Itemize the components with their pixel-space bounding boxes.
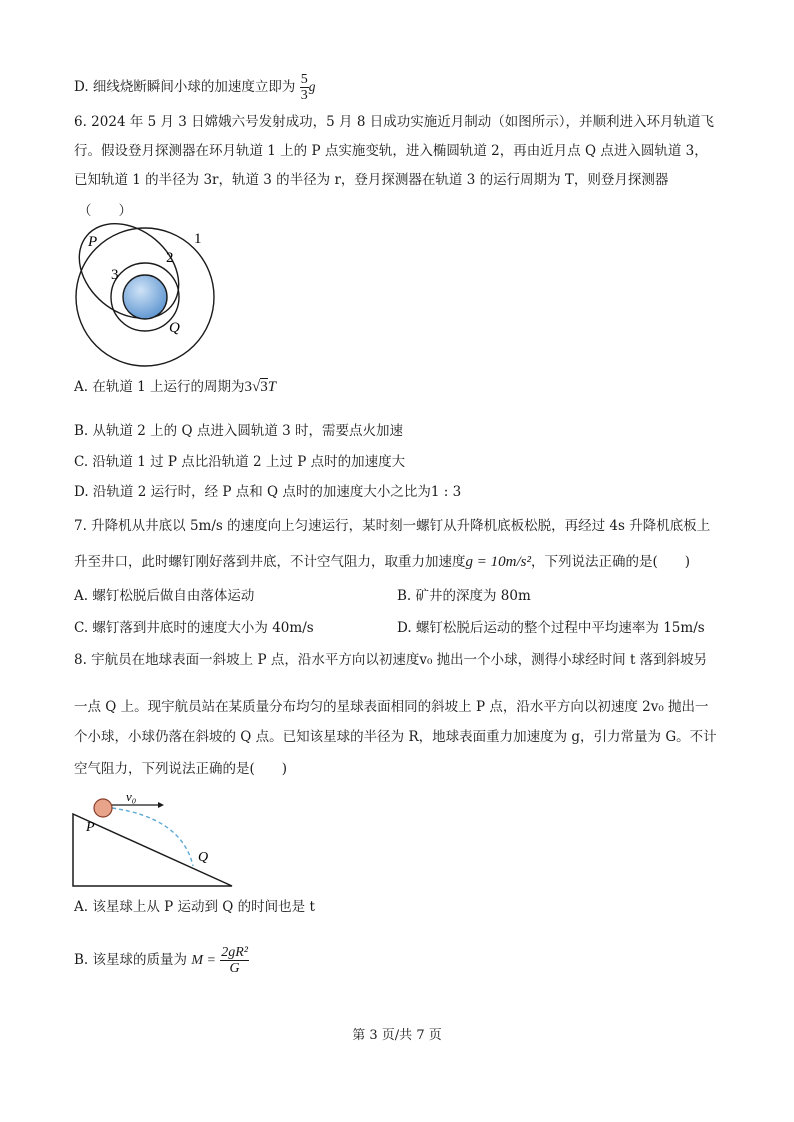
prev-option-d — [74, 72, 315, 103]
mass-denominator: G — [229, 961, 240, 976]
q7-line2 — [74, 552, 690, 572]
page-footer: 第 3 页/共 7 页 — [352, 1028, 442, 1043]
gravity-expression: g = 10m/s² — [465, 554, 531, 570]
q6-option-a-text: A. 在轨道 1 上运行的周期为 — [74, 379, 245, 395]
q6-line2: 行。假设登月探测器在环月轨道 1 上的 P 点实施变轨，进入椭圆轨道 2，再由近月点 Q 点进入圆轨道 3， — [74, 143, 708, 159]
arrow-head — [158, 802, 164, 808]
q7-line2-post: ，下列说法正确的是( ) — [530, 554, 691, 570]
slope-diagram — [70, 792, 240, 892]
q7-option-a: A. 螺钉松脱后做自由落体运动 — [74, 588, 255, 604]
q8-option-a: A. 该星球上从 P 运动到 Q 的时间也是 t — [74, 899, 315, 915]
mass-fraction — [220, 945, 249, 976]
q6-answer-blank: （ ） — [78, 203, 132, 219]
q7-option-b: B. 矿井的深度为 80m — [397, 588, 531, 604]
mass-lhs: M = — [191, 953, 216, 968]
q6-line3: 已知轨道 1 的半径为 3r，轨道 3 的半径为 r，登月探测器在轨道 3 的运行周期为 T，则登月探测器 — [74, 172, 669, 188]
q7-line2-pre: 升至井口，此时螺钉刚好落到井底，不计空气阻力，取重力加速度 — [74, 554, 466, 570]
q8-line3: 个小球，小球仍落在斜坡的 Q 点。已知该星球的半径为 R，地球表面重力加速度为 g，引力常量为 G。不计 — [74, 729, 717, 745]
slope-triangle — [73, 814, 232, 886]
label-orbit-1: 1 — [194, 231, 202, 247]
q8-option-b — [74, 945, 249, 976]
q6-option-b: B. 从轨道 2 上的 Q 点进入圆轨道 3 时，需要点火加速 — [74, 423, 403, 439]
q6-option-d: D. 沿轨道 2 运行时，经 P 点和 Q 点时的加速度大小之比为1 : 3 — [74, 484, 462, 500]
q7-option-c: C. 螺钉落到井底时的速度大小为 40m/s — [74, 620, 314, 636]
ball — [94, 799, 112, 817]
q8-line2: 一点 Q 上。现宇航员站在某质量分布均匀的星球表面相同的斜坡上 P 点，沿水平方向以初速度 2v₀ 抛出一 — [74, 699, 709, 715]
q6-option-a: A. 在轨道 1 上运行的周期为3√3T — [74, 379, 277, 395]
q6-option-c: C. 沿轨道 1 过 P 点比沿轨道 2 上过 P 点时的加速度大 — [74, 454, 406, 470]
coef-3: 3 — [244, 379, 253, 395]
q7-line1: 7. 升降机从井底以 5m/s 的速度向上匀速运行，某时刻一螺钉从升降机底板松脱，再经过 4s 升降机底板上 — [74, 518, 711, 534]
var-g: g — [308, 79, 316, 94]
radicand: 3 — [260, 379, 268, 395]
var-t: T — [267, 379, 277, 395]
q8-line1: 8. 宇航员在地球表面一斜坡上 P 点，沿水平方向以初速度v₀ 抛出一个小球，测得小球经时间 t 落到斜坡另 — [74, 652, 708, 668]
label-p: P — [88, 234, 98, 250]
frac-denominator: 3 — [300, 88, 308, 103]
label-orbit-2: 2 — [166, 250, 174, 266]
moon — [123, 275, 167, 319]
label-orbit-3: 3 — [111, 267, 119, 283]
label-p: P — [86, 820, 95, 835]
q6-line1: 6. 2024 年 5 月 3 日嫦娥六号发射成功，5 月 8 日成功实施近月制动（如图所示），并顺利进入环月轨道飞 — [74, 114, 714, 130]
label-v0: v₀ — [126, 792, 137, 804]
q8-option-b-text: B. 该星球的质量为 — [74, 952, 188, 968]
q8-line4: 空气阻力，下列说法正确的是( ) — [74, 761, 288, 777]
frac-numerator: 5 — [300, 72, 308, 87]
mass-numerator: 2gR² — [221, 945, 248, 960]
orbit-diagram — [70, 222, 240, 372]
fraction-five-thirds — [300, 72, 309, 103]
label-q: Q — [169, 320, 180, 336]
q7-option-d: D. 螺钉松脱后运动的整个过程中平均速率为 15m/s — [397, 620, 705, 636]
label-q: Q — [198, 850, 209, 865]
prev-option-d-text: D. 细线烧断瞬间小球的加速度立即为 — [74, 79, 296, 95]
